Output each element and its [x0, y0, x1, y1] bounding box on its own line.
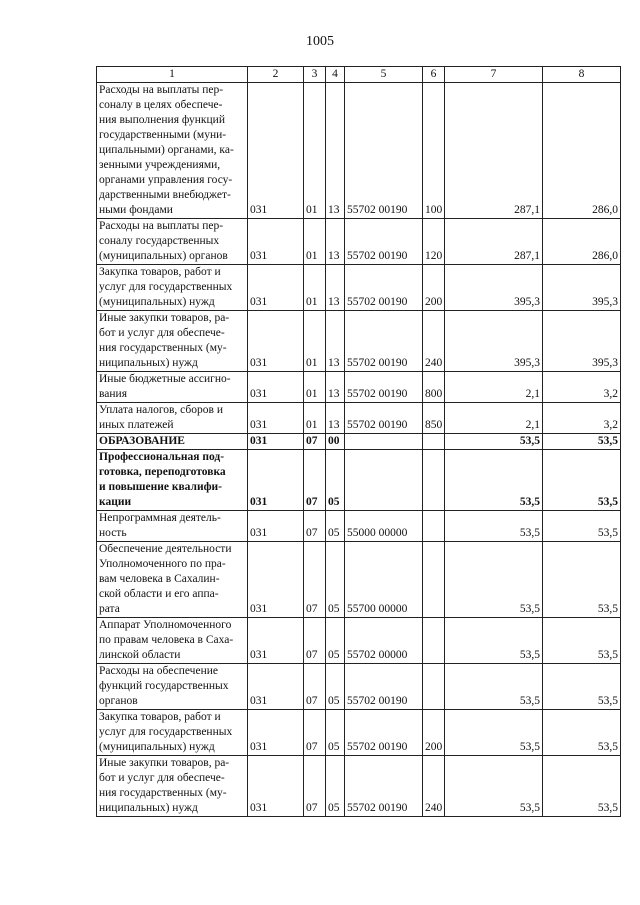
row-name: Аппарат Уполномоченного по правам человека в Саха- линской области: [97, 618, 248, 664]
table-row: [97, 311, 621, 372]
column-header-8: 8: [543, 67, 621, 83]
row-amount-7: 53,5: [445, 542, 543, 618]
table-row: [97, 618, 621, 664]
row-name: Иные закупки товаров, ра- бот и услуг для обеспече- ния государственных (му- ниципальных) нужд: [97, 311, 248, 372]
row-target-article: 55702 00190: [345, 372, 423, 403]
row-amount-7: 287,1: [445, 219, 543, 265]
row-target-article: 55702 00190: [345, 265, 423, 311]
row-section: 07: [304, 710, 326, 756]
table-header-row: [97, 67, 621, 83]
row-amount-8: 53,5: [543, 542, 621, 618]
row-amount-8: 3,2: [543, 372, 621, 403]
row-section: 07: [304, 450, 326, 511]
row-admin-code: 031: [248, 372, 304, 403]
row-amount-8: 286,0: [543, 83, 621, 219]
row-expense-type: 200: [423, 710, 445, 756]
row-target-article: 55702 00190: [345, 311, 423, 372]
row-admin-code: 031: [248, 664, 304, 710]
row-admin-code: 031: [248, 542, 304, 618]
row-subsection: 05: [326, 710, 345, 756]
row-name: Профессиональная под- готовка, переподготовка и повышение квалифи- кации: [97, 450, 248, 511]
table-row: [97, 434, 621, 450]
row-target-article: 55702 00000: [345, 618, 423, 664]
row-name: Обеспечение деятельности Уполномоченного по пра- вам человека в Сахалин- ской области и его аппа- рата: [97, 542, 248, 618]
row-subsection: 05: [326, 756, 345, 817]
row-section: 07: [304, 434, 326, 450]
row-amount-8: 53,5: [543, 756, 621, 817]
row-expense-type: 240: [423, 311, 445, 372]
row-admin-code: 031: [248, 434, 304, 450]
column-header-3: 3: [304, 67, 326, 83]
row-expense-type: [423, 618, 445, 664]
table-row: [97, 542, 621, 618]
row-amount-7: 53,5: [445, 618, 543, 664]
row-expense-type: 850: [423, 403, 445, 434]
table-body: [97, 83, 621, 817]
row-name: Расходы на выплаты пер- соналу государственных (муниципальных) органов: [97, 219, 248, 265]
row-expense-type: [423, 434, 445, 450]
row-expense-type: [423, 542, 445, 618]
column-header-1: 1: [97, 67, 248, 83]
row-subsection: 00: [326, 434, 345, 450]
row-section: 07: [304, 664, 326, 710]
row-target-article: [345, 450, 423, 511]
row-section: 01: [304, 265, 326, 311]
row-amount-8: 53,5: [543, 450, 621, 511]
row-subsection: 13: [326, 311, 345, 372]
row-amount-8: 286,0: [543, 219, 621, 265]
row-amount-7: 53,5: [445, 450, 543, 511]
row-amount-8: 53,5: [543, 710, 621, 756]
column-header-5: 5: [345, 67, 423, 83]
row-name: Расходы на выплаты пер- соналу в целях обеспече- ния выполнения функций государственными (муни- ципальными) органами, ка- зенными учреждениями, органами управления госу- дарственными внебюджет- ными фондами: [97, 83, 248, 219]
row-expense-type: 120: [423, 219, 445, 265]
row-target-article: 55702 00190: [345, 710, 423, 756]
row-admin-code: 031: [248, 450, 304, 511]
row-name: Уплата налогов, сборов и иных платежей: [97, 403, 248, 434]
row-amount-7: 53,5: [445, 756, 543, 817]
row-admin-code: 031: [248, 756, 304, 817]
row-amount-8: 53,5: [543, 511, 621, 542]
row-target-article: 55702 00190: [345, 83, 423, 219]
column-header-4: 4: [326, 67, 345, 83]
row-expense-type: 800: [423, 372, 445, 403]
row-subsection: 13: [326, 219, 345, 265]
row-section: 07: [304, 511, 326, 542]
table-row: [97, 450, 621, 511]
row-target-article: 55702 00190: [345, 664, 423, 710]
row-subsection: 05: [326, 450, 345, 511]
row-name: ОБРАЗОВАНИЕ: [97, 434, 248, 450]
row-name: Закупка товаров, работ и услуг для государственных (муниципальных) нужд: [97, 265, 248, 311]
table-row: [97, 83, 621, 219]
row-subsection: 13: [326, 83, 345, 219]
row-target-article: 55702 00190: [345, 756, 423, 817]
row-section: 01: [304, 83, 326, 219]
row-expense-type: [423, 664, 445, 710]
table-row: [97, 710, 621, 756]
row-subsection: 05: [326, 664, 345, 710]
row-amount-7: 2,1: [445, 403, 543, 434]
row-admin-code: 031: [248, 219, 304, 265]
row-amount-7: 53,5: [445, 710, 543, 756]
row-amount-7: 53,5: [445, 664, 543, 710]
row-subsection: 13: [326, 265, 345, 311]
table-row: [97, 372, 621, 403]
row-subsection: 05: [326, 618, 345, 664]
row-name: Непрограммная деятель- ность: [97, 511, 248, 542]
row-expense-type: [423, 511, 445, 542]
page-number: 1005: [306, 34, 334, 49]
row-target-article: 55000 00000: [345, 511, 423, 542]
row-amount-7: 395,3: [445, 311, 543, 372]
row-name: Иные закупки товаров, ра- бот и услуг для обеспече- ния государственных (му- ниципальных) нужд: [97, 756, 248, 817]
row-expense-type: 200: [423, 265, 445, 311]
row-subsection: 05: [326, 511, 345, 542]
row-amount-8: 395,3: [543, 265, 621, 311]
row-amount-7: 2,1: [445, 372, 543, 403]
row-section: 01: [304, 219, 326, 265]
row-amount-7: 53,5: [445, 434, 543, 450]
row-name: Закупка товаров, работ и услуг для государственных (муниципальных) нужд: [97, 710, 248, 756]
row-section: 01: [304, 311, 326, 372]
row-amount-8: 53,5: [543, 664, 621, 710]
table-row: [97, 511, 621, 542]
row-expense-type: [423, 450, 445, 511]
row-amount-7: 395,3: [445, 265, 543, 311]
row-subsection: 13: [326, 403, 345, 434]
row-section: 07: [304, 618, 326, 664]
row-admin-code: 031: [248, 403, 304, 434]
row-section: 01: [304, 372, 326, 403]
row-amount-7: 287,1: [445, 83, 543, 219]
table-row: [97, 756, 621, 817]
column-header-6: 6: [423, 67, 445, 83]
row-amount-8: 53,5: [543, 434, 621, 450]
column-header-7: 7: [445, 67, 543, 83]
row-admin-code: 031: [248, 311, 304, 372]
row-target-article: 55702 00190: [345, 403, 423, 434]
row-amount-8: 395,3: [543, 311, 621, 372]
row-section: 07: [304, 542, 326, 618]
row-target-article: 55700 00000: [345, 542, 423, 618]
row-amount-8: 3,2: [543, 403, 621, 434]
row-section: 01: [304, 403, 326, 434]
row-target-article: [345, 434, 423, 450]
table-row: [97, 219, 621, 265]
row-amount-7: 53,5: [445, 511, 543, 542]
row-admin-code: 031: [248, 618, 304, 664]
column-header-2: 2: [248, 67, 304, 83]
table-row: [97, 265, 621, 311]
row-admin-code: 031: [248, 265, 304, 311]
budget-table: [96, 66, 621, 817]
table-row: [97, 403, 621, 434]
row-section: 07: [304, 756, 326, 817]
row-expense-type: 100: [423, 83, 445, 219]
row-subsection: 05: [326, 542, 345, 618]
row-admin-code: 031: [248, 710, 304, 756]
row-name: Расходы на обеспечение функций государственных органов: [97, 664, 248, 710]
table-row: [97, 664, 621, 710]
row-target-article: 55702 00190: [345, 219, 423, 265]
row-amount-8: 53,5: [543, 618, 621, 664]
row-admin-code: 031: [248, 511, 304, 542]
row-name: Иные бюджетные ассигно- вания: [97, 372, 248, 403]
row-subsection: 13: [326, 372, 345, 403]
row-admin-code: 031: [248, 83, 304, 219]
row-expense-type: 240: [423, 756, 445, 817]
